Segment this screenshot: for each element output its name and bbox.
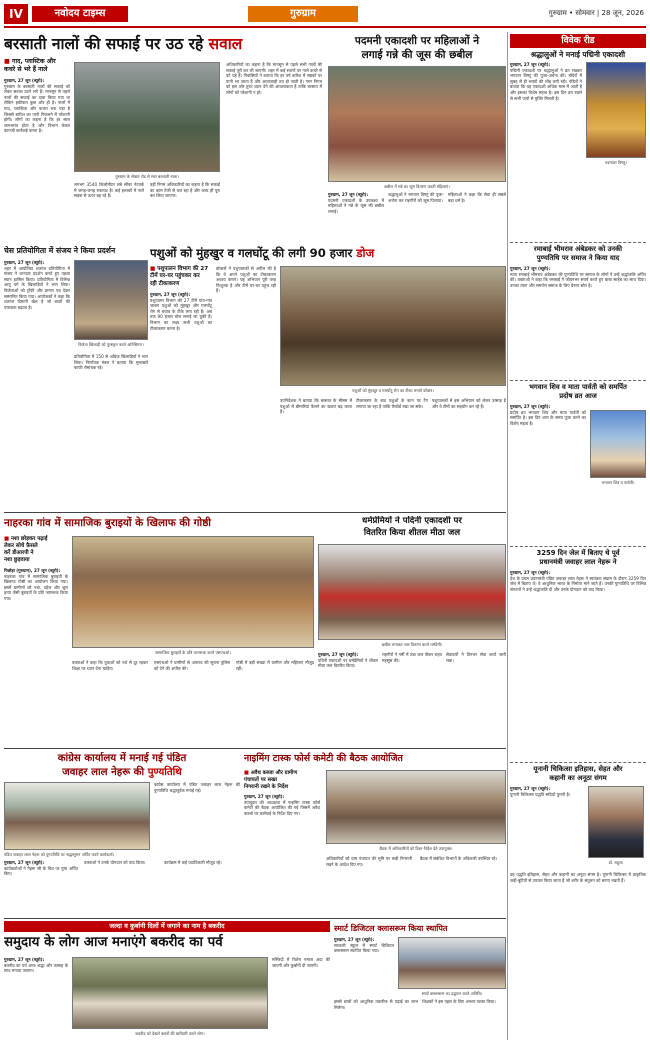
body-col-1: गुरुग्राम, 27 जून (ब्यूरो): बकरीद का पर्व आज श्रद्धा और उत्साह के साथ मनाया जाएगा।: [4, 957, 68, 974]
subhead: ■ गाद, प्लास्टिक और कचरे से भरे हैं नाले: [4, 58, 56, 73]
story-nehru-punyatithi: [4, 752, 240, 852]
headline: बरसाती नालों की सफाई पर उठ रहे सवाल: [4, 35, 243, 53]
cattle-photo: [280, 266, 506, 386]
section-rule: [4, 918, 506, 919]
body-col-2: वक्ताओं ने उनके योगदान को याद किया।: [84, 860, 146, 865]
masthead: [0, 0, 650, 30]
meeting-photo: [326, 770, 506, 844]
body-col-3: सेवादारों ने दिनभर सेवा कार्य जारी रखा।: [446, 652, 506, 663]
body-col-1: पिछोड़ा (गुरुग्राम), 27 जून (ब्यूरो): नाहरका गांव में सामाजिक बुराइयों के खिलाफ गोष्ठी का आयोजन किया गया। इसमें ग्रामीणों को नशा, दहेज और भ्रूण हत्या जैसी बुराइयों के प्रति जागरूक किया गया।: [4, 568, 68, 601]
story-task-force-baithak: [244, 752, 506, 916]
s5-body-1: गुरुग्राम, 27 जून (ब्यूरो): यूनानी चिकित्सा पद्धति सदियों पुरानी है।: [510, 786, 571, 797]
body-col-2: मस्जिदों में विशेष नमाज अदा की जाएगी और कुर्बानी दी जाएगी।: [272, 957, 330, 968]
s3-body: गुरुग्राम, 27 जून (ब्यूरो): प्रदोष व्रत भगवान शिव और माता पार्वती को समर्पित है। इस दिन शाम के समय पूजा करने का विशेष महत्व है।: [510, 404, 586, 426]
body-col-3: महिलाओं ने कहा कि सेवा ही सबसे बड़ा धर्म है।: [448, 192, 506, 203]
section-rule: [4, 512, 506, 513]
chess-photo: [74, 260, 148, 340]
jal-photo: [318, 544, 506, 640]
body-col-2: श्रद्धालुओं ने भगवान विष्णु की पूजा-अर्चना कर राहगीरों को जूस पिलाया।: [388, 192, 444, 203]
photo-caption: छबील में गन्ने का जूस वितरण करती महिलाएं।: [384, 184, 450, 189]
s5-caption: डॉ. राहुल।: [608, 860, 624, 865]
body-col-3: बैठक में संबंधित विभागों के अधिकारी उपस्थित रहे।: [420, 856, 498, 861]
body-col-2: अधिकारियों को ग्राम पंचायत की भूमि पर कड़ी निगरानी रखने के आदेश दिए गए।: [326, 856, 412, 867]
headline: धर्मप्रेमियों ने पदिनी एकादशी पर वितरित किया शीतल मीठा जल: [362, 516, 462, 538]
s1-headline: श्रद्धालुओं ने मनाई पद्मिनी एकादशी: [530, 50, 626, 59]
body-col-2: राहगीरों ने गर्मी में ठंडा जल पीकर राहत महसूस की।: [382, 652, 442, 663]
masthead-rule: [4, 26, 646, 28]
photo-caption: विजेता खिलाड़ी को पुरस्कृत करते अतिथिगण।: [78, 342, 144, 347]
body-col-3: एसएचओ ने ग्रामीणों से अपराध की सूचना पुलिस को देने की अपील की।: [154, 660, 230, 671]
body-col-1: गुरुग्राम, 27 जून (ब्यूरो): गुरुग्राम के बरसाती नालों की सफाई को लेकर सवाल उठने लगे हैं। मानसून से पहले नालों की सफाई का दावा किया गया था लेकिन हकीकत कुछ और ही है। नालों में गाद, प्लास्टिक और कचरा भरा पड़ा है जिससे बारिश का पानी निकलने में परेशानी होगी। लोगों का कहना है कि हर साल जलभराव होता है और विभाग केवल कागजी कार्रवाई करता है।: [4, 78, 70, 134]
paper-name: नवोदय टाइम्स: [32, 6, 128, 22]
headline: पशुओं को मुंहखुर व गलघोंटू की लगी 90 हजार डोज: [150, 246, 375, 260]
classroom-photo: [398, 937, 506, 989]
headline: पदमनी एकादशी पर महिलाओं ने लगाई गन्ने की जूस की छबील: [354, 35, 480, 61]
story-padmini-chhabeel: [328, 32, 506, 272]
column-rule: [507, 32, 508, 1040]
headline: चेस प्रतियोगिता में संजय ने किया प्रदर्शन: [4, 246, 116, 255]
subhead: ■ पशुपालन विभाग की 27 टीमें घर-घर पहुंचकर कर रही टीकाकरण: [150, 266, 209, 287]
sidebar-banner: विवेक रीड: [510, 34, 646, 48]
author-photo: [588, 786, 644, 858]
headline: समुदाय के लोग आज मनाएंगे बकरीद का पर्व: [4, 935, 223, 950]
body-col-4: टीकाकरण के बाद पशुओं के कान पर टैग लगाया जा रहा है ताकि रिकॉर्ड रखा जा सके।: [356, 398, 428, 409]
body-col-2: प्रतियोगिता में 150 से अधिक खिलाड़ियों ने भाग लिया। निर्णायक मंडल ने बताया कि मुकाबले काफी रोमांचक रहे।: [74, 354, 148, 371]
story-bakrid: [4, 921, 330, 1041]
body-col-1: गुरुग्राम, 27 जून (ब्यूरो): उपायुक्त की अध्यक्षता में नाइमिंग टास्क फोर्स कमेटी की बैठक आयोजित की गई जिसमें अवैध कब्जों पर कार्रवाई के निर्देश दिए गए।: [244, 794, 320, 816]
body-col-5: पशुपालकों में इस अभियान को लेकर उत्साह है और वे टीमों का सहयोग कर रहे हैं।: [432, 398, 506, 409]
headline: कांग्रेस कार्यालय में मनाई गई पंडित जवाहर लाल नेहरू की पुण्यतिथि: [57, 753, 187, 778]
story-smart-classroom: [334, 921, 506, 1041]
headline: नाहरका गांव में सामाजिक बुराइयों के खिलाफ की गोष्ठी: [4, 517, 212, 529]
divider: [510, 546, 646, 547]
story-nahrka-goshthi: [4, 516, 314, 746]
nehru-photo-caption: पंडित जवाहर लाल नेहरू को पुण्यतिथि पर श्रद्धासुमन अर्पित करते कार्यकर्ता।: [4, 852, 115, 857]
s4-body: गुरुग्राम, 27 जून (ब्यूरो): देश के प्रथम प्रधानमंत्री पंडित जवाहर लाल नेहरू ने स्वतंत्रता संग्राम के दौरान 3259 दिन जेल में बिताए थे। वे आधुनिक भारत के निर्माता माने जाते हैं। उनकी पुण्यतिथि पर विभिन्न संगठनों ने उन्हें श्रद्धांजलि दी और उनके योगदान को याद किया।: [510, 570, 646, 592]
story-meetha-jal: [318, 516, 506, 746]
subhead: ■ अवैध कब्जा और ग्रामीण पंचायतों पर सख्त निगरानी रखने के निर्देश: [244, 770, 298, 790]
divider: [510, 762, 646, 763]
story-pashu-tikakaran: [150, 246, 506, 510]
body-col-2: इससे छात्रों को आधुनिक तकनीक से पढ़ाई का लाभ मिलेगा।: [334, 999, 418, 1010]
s4-headline: 3259 दिन जेल में बिताए थे पूर्व प्रधानमंत्री जवाहर लाल नेहरू ने: [536, 549, 620, 566]
body-col-3: उपनिदेशक ने बताया कि बरसात के मौसम में पशुओं में बीमारियां फैलने का खतरा बढ़ जाता है।: [280, 398, 352, 415]
photo-caption: छबील लगाकर जल वितरण करते धर्मप्रेमी।: [381, 642, 443, 647]
s5-body-2: यह पद्धति इतिहास, सेहत और कहानी का अनूठा संगम है। यूनानी चिकित्सा में प्राकृतिक जड़ी-बूटियों से उपचार किया जाता है जो शरीर के संतुलन को बनाए रखती हैं।: [510, 872, 646, 883]
body-col-3: वहीं निगम अधिकारियों का कहना है कि सफाई का काम तेजी से चल रहा है और जल्द ही पूरा कर लिया जाएगा।: [150, 182, 220, 199]
story-nehru-body: [4, 860, 240, 916]
s3-headline: भगवान शिव व माता पार्वती को समर्पित प्रदोष व्रत आज: [529, 383, 627, 400]
body-col-1: गुरुग्राम, 27 जून (ब्यूरो): पदिनी एकादशी पर धर्मप्रेमियों ने शीतल मीठा जल वितरित किया।: [318, 652, 378, 669]
s2-body: गुरुग्राम, 27 जून (ब्यूरो): माता रमाबाई भीमराव अंबेडकर की पुण्यतिथि पर समाज के लोगों ने उन्हें श्रद्धांजलि अर्पित की। वक्ताओं ने कहा कि रमाबाई ने जीवनभर संघर्ष करते हुए बाबा साहेब का साथ दिया। उनका त्याग और समर्पण समाज के लिए प्रेरणा स्रोत है।: [510, 266, 646, 288]
body-col-2: वक्ताओं ने कहा कि युवाओं को नशे से दूर रहकर शिक्षा पर ध्यान देना चाहिए।: [72, 660, 148, 671]
section-tab: गुरुग्राम: [248, 6, 358, 22]
photo-caption: बकरीद को देखते बकरों की खरीदारी करते लोग।: [135, 1031, 205, 1036]
body-col-1: गुरुग्राम, 27 जून (ब्यूरो): पशुपालन विभाग की 27 टीमें गांव-गांव जाकर पशुओं को मुंहखुर और गलघोंटू रोग से बचाव के टीके लगा रही हैं। अब तक 90 हजार डोज लगाई जा चुकी हैं। विभाग का लक्ष्य सभी पशुओं का टीकाकरण करना है।: [150, 292, 212, 331]
divider: [510, 380, 646, 381]
kicker: जल्दा व कुर्बानी दिलों में जगाने का नाम है बकरीद: [4, 921, 330, 932]
body-col-1: गुरुग्राम, 27 जून (ब्यूरो): पदमनी एकादशी के उपलक्ष्य में महिलाओं ने गन्ने के जूस की छबील लगाई।: [328, 192, 384, 214]
story-nalon-safai: [4, 32, 324, 240]
body-col-1: गुरुग्राम, 27 जून (ब्यूरो): कार्यकर्ताओं ने नेहरू जी के चित्र पर पुष्प अर्पित किए।: [4, 860, 78, 877]
s2-headline: रमाबाई भीमराव अंबेडकर को उनकी पुण्यतिथि पर समाज ने किया याद: [533, 245, 623, 262]
headline: स्मार्ट डिजिटल क्लासरूम किया स्थापित: [334, 924, 448, 933]
section-rule: [4, 748, 506, 749]
goshthi-photo: [72, 536, 314, 648]
body-col-3: शिक्षकों ने इस पहल के लिए आभार व्यक्त किया।: [422, 999, 496, 1004]
photo-caption: स्मार्ट क्लासरूम का उद्घाटन करते अतिथि।: [421, 991, 483, 996]
drain-photo: [74, 62, 220, 172]
page-number: IV: [4, 4, 28, 24]
body-col-4: अधिकारियों का कहना है कि मानसून से पहले सभी नालों की सफाई पूरी कर ली जाएगी। शहर में कई स्थानों पर नाले कचरे से पटे पड़े हैं। निवासियों ने बताया कि हर वर्ष बारिश में सड़कों पर पानी भर जाता है और आवाजाही ठप हो जाती है। नगर निगम को इस ओर तुरंत ध्यान देने की आवश्यकता है ताकि बरसात में लोगों को परेशानी न हो।: [226, 62, 322, 95]
photo-caption: गुरुग्राम के सेक्टर रोड से सटा बरसाती नाला।: [115, 174, 179, 179]
photo-caption: बैठक में अधिकारियों को दिशा-निर्देश देते उपायुक्त।: [379, 846, 453, 851]
shiva-photo: [590, 410, 646, 478]
vishnu-photo: [586, 62, 646, 158]
body-col-2: डॉक्टरों ने पशुपालकों से अपील की है कि वे अपने पशुओं का टीकाकरण अवश्य कराएं। यह अभियान पूरी तरह निःशुल्क है और टीमें घर-घर पहुंच रही हैं।: [216, 266, 276, 294]
subhead: ■ नशा छोड़कर पढ़ाई लेकर सोचे फ़ैसले करें डीआरपी ने नशा छुड़वाया: [4, 536, 48, 563]
photo-caption: पशुओं को मुंहखुर व गलघोंटू रोग का टीका लगाते डॉक्टर।: [352, 388, 434, 393]
sidebar: [510, 32, 646, 1040]
headline: नाइमिंग टास्क फोर्स कमेटी की बैठक आयोजित: [244, 753, 403, 764]
s5-headline: यूनानी चिकित्सा इतिहास, सेहत और कहानी का अनूठा संगम: [533, 765, 623, 782]
story-chess: [4, 246, 148, 510]
chhabeel-photo: [328, 66, 506, 182]
dateline: गुरुग्राम • सोमवार | 28 जून, 2026: [548, 9, 644, 17]
divider: [510, 242, 646, 243]
s1-caption: पदमावर विष्णु।: [605, 160, 627, 165]
nehru-photo: [4, 782, 150, 850]
body-col-1: गुरुग्राम, 27 जून (ब्यूरो): शहर में आयोजित शतरंज प्रतियोगिता में संजय ने शानदार प्रदर्शन करते हुए पहला स्थान हासिल किया। प्रतियोगिता में विभिन्न आयु वर्ग के खिलाड़ियों ने भाग लिया। विजेताओं को ट्रॉफी और प्रमाण पत्र देकर सम्मानित किया गया। आयोजकों ने कहा कि शतरंज दिमागी खेल है जो बच्चों की एकाग्रता बढ़ाता है।: [4, 260, 70, 310]
s3-caption: भगवान शिव व पार्वती।: [601, 480, 635, 485]
body-col-side: कांग्रेस कार्यालय में पंडित जवाहर लाल नेहरू की पुण्यतिथि श्रद्धापूर्वक मनाई गई।: [154, 782, 240, 793]
body-col-4: गोष्ठी में बड़ी संख्या में ग्रामीण और महिलाएं मौजूद रहीं।: [236, 660, 314, 671]
body-col-2: लगभग 3540 किलोमीटर लंबे सीवर नेटवर्क में जगह-जगह रुकावट है। कई इलाकों में नाले सड़क से ऊपर बह रहे हैं।: [74, 182, 144, 199]
photo-caption: सामाजिक बुराइयों के प्रति जागरूक करते एसएचओ।: [155, 650, 231, 655]
body-col-3: कार्यक्रम में कई पदाधिकारी मौजूद रहे।: [164, 860, 222, 865]
s1-body: गुरुग्राम, 27 जून (ब्यूरो): पद्मिनी एकादशी पर श्रद्धालुओं ने व्रत रखकर भगवान विष्णु की पूजा-अर्चना की। मंदिरों में सुबह से ही भक्तों की भीड़ लगी रही। पंडितों ने बताया कि यह एकादशी अधिक मास में आती है और इसका विशेष महत्व है। इस दिन व्रत रखने से सभी पापों से मुक्ति मिलती है।: [510, 62, 582, 101]
bakrid-photo: [72, 957, 268, 1029]
body-col-1: गुरुग्राम, 27 जून (ब्यूरो): सरकारी स्कूल में स्मार्ट डिजिटल क्लासरूम स्थापित किया गया।: [334, 937, 394, 954]
